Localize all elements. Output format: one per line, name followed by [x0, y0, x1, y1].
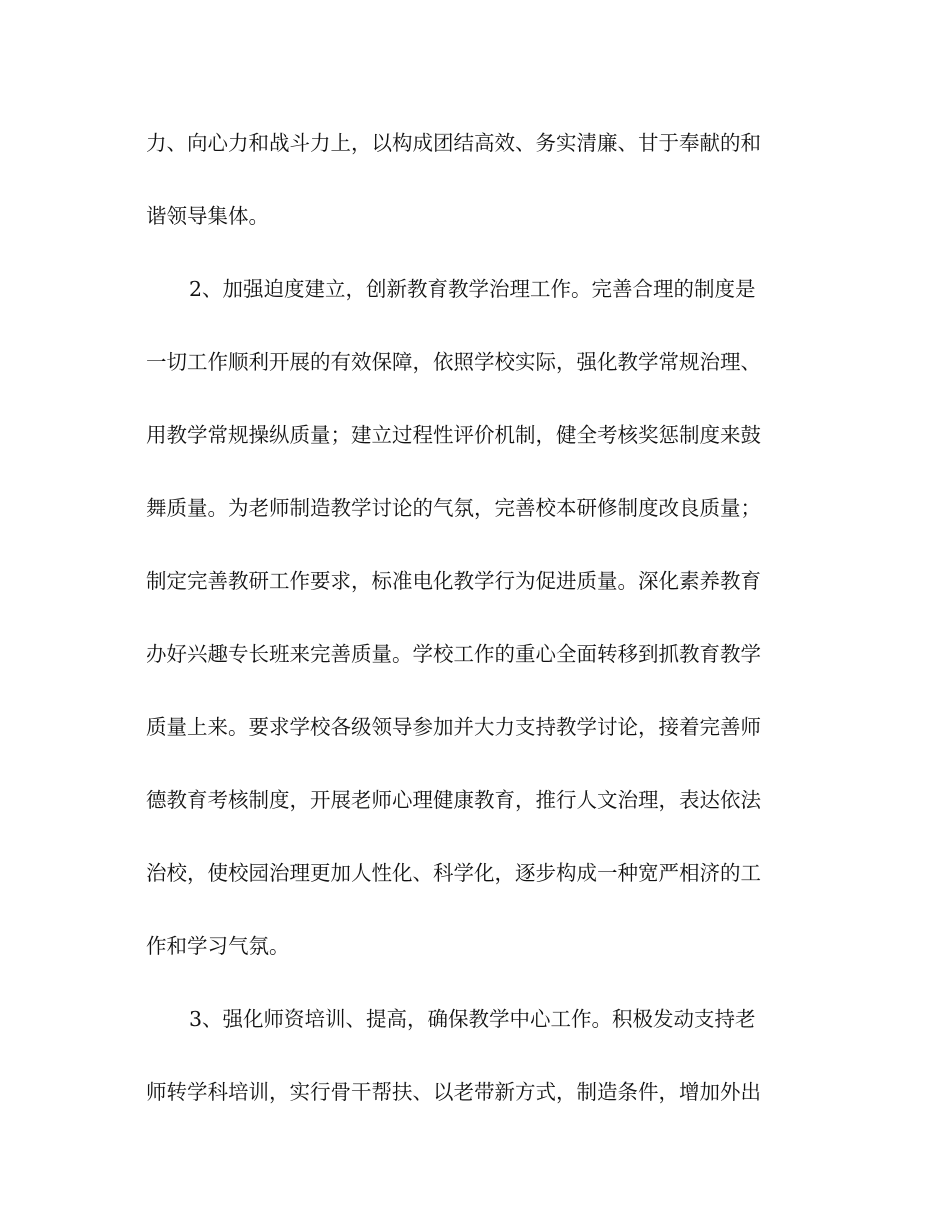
paragraph-line: 治校，使校园治理更加人性化、科学化，逐步构成一种宽严相济的工	[146, 861, 761, 885]
paragraph-line: 舞质量。为老师制造教学讨论的气氛，完善校本研修制度改良质量；	[146, 496, 761, 520]
paragraph-line: 作和学习气氛。	[146, 934, 290, 958]
paragraph-line: 制定完善教研工作要求，标准电化教学行为促进质量。深化素养教育	[146, 569, 761, 593]
paragraph-line: 谐领导集体。	[146, 204, 269, 228]
paragraph-line: 一切工作顺利开展的有效保障，依照学校实际，强化教学常规治理、	[146, 350, 761, 374]
paragraph-line: 2、加强迫度建立，创新教育教学治理工作。完善合理的制度是	[189, 277, 756, 301]
paragraph-line: 质量上来。要求学校各级领导参加并大力支持教学讨论，接着完善师	[146, 715, 761, 739]
paragraph-line: 用教学常规操纵质量；建立过程性评价机制，健全考核奖惩制度来鼓	[146, 423, 761, 447]
paragraph-line: 办好兴趣专长班来完善质量。学校工作的重心全面转移到抓教育教学	[146, 642, 761, 666]
paragraph-line: 力、向心力和战斗力上，以构成团结高效、务实清廉、甘于奉献的和	[146, 131, 761, 155]
paragraph-line: 师转学科培训，实行骨干帮扶、以老带新方式，制造条件，增加外出	[146, 1080, 761, 1104]
paragraph-line: 3、强化师资培训、提高，确保教学中心工作。积极发动支持老	[189, 1007, 756, 1031]
paragraph-line: 德教育考核制度，开展老师心理健康教育，推行人文治理，表达依法	[146, 788, 761, 812]
